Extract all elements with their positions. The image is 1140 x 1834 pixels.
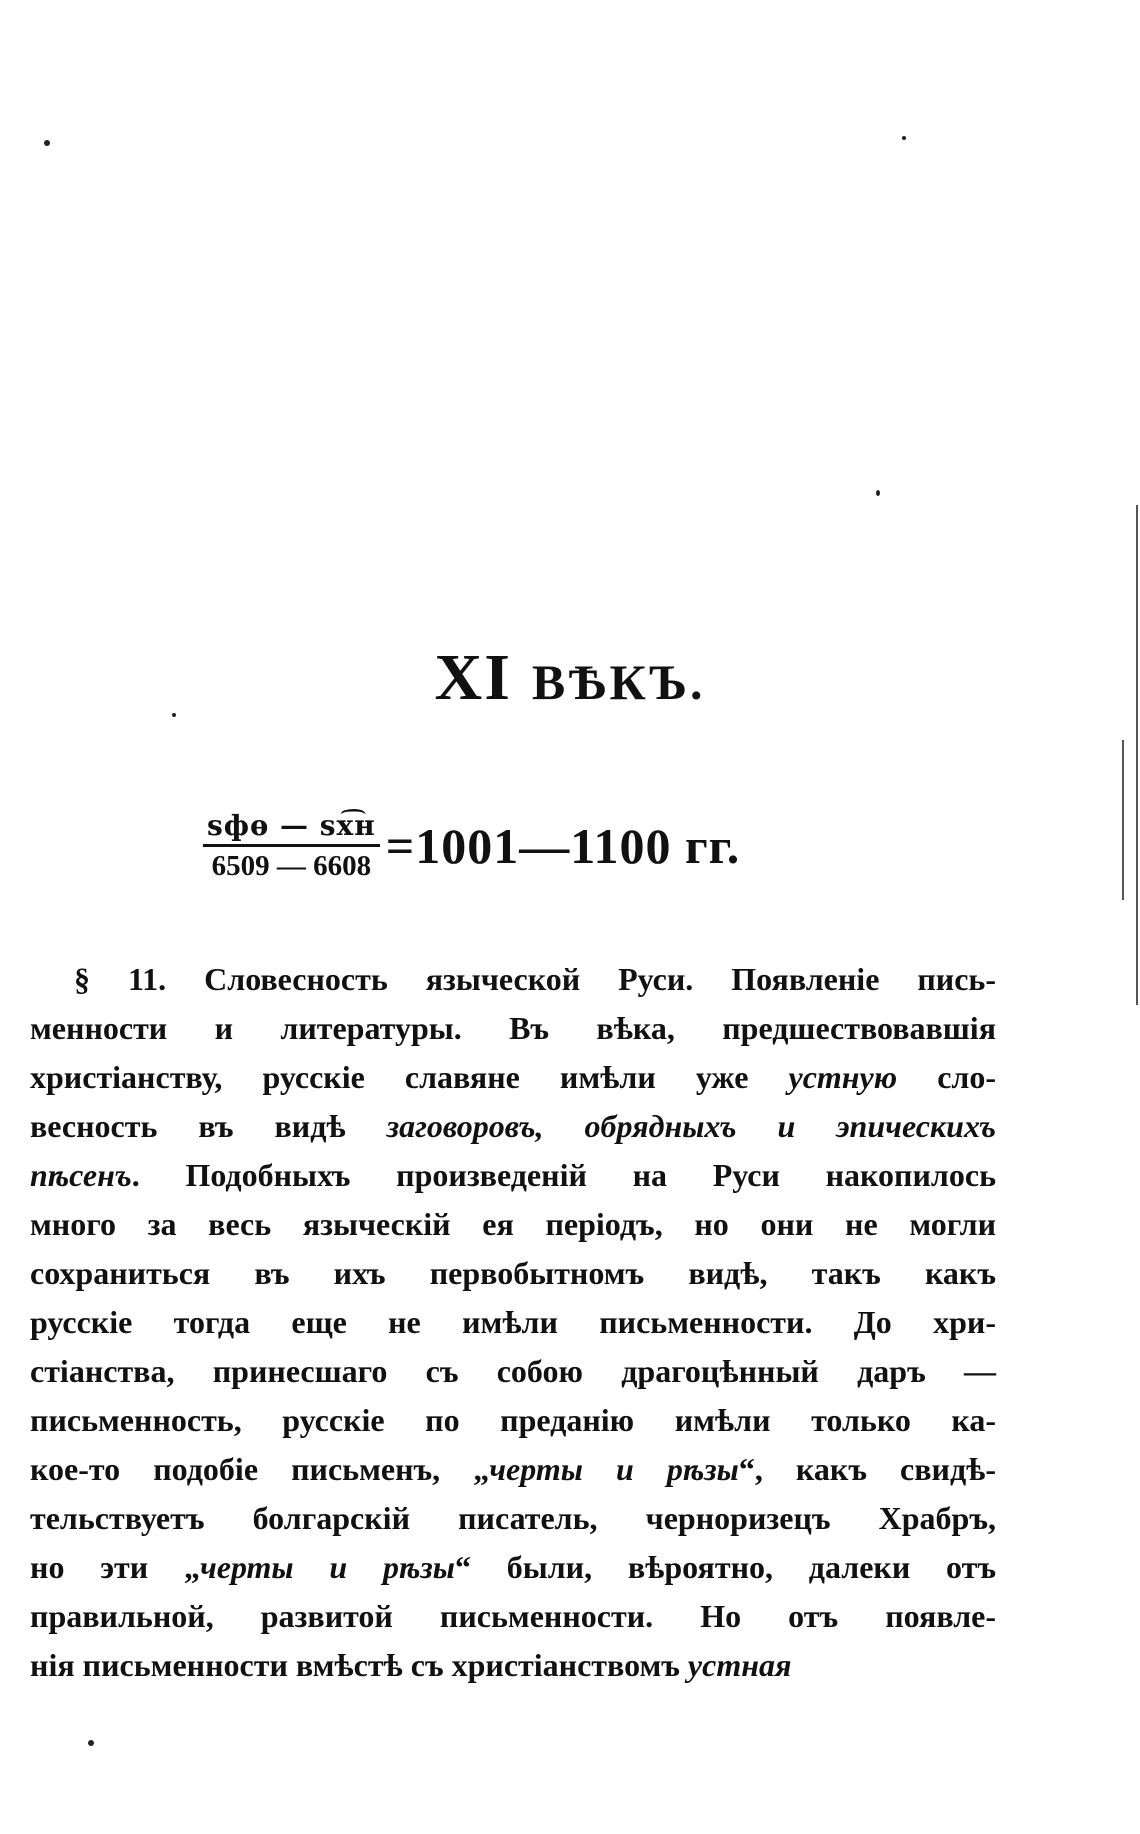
world-era-years: 6509 — 6608 xyxy=(211,850,372,882)
text-line xyxy=(30,955,996,1004)
text-line: правильной, развитой письменности. Но отъ появле- xyxy=(30,1598,996,1634)
italic-term: устная xyxy=(687,1647,792,1683)
scan-edge-line xyxy=(1122,740,1124,900)
italic-term: устную xyxy=(788,1059,898,1095)
section-heading: § 11. Словесность языческой Руси. Появленіе пись- xyxy=(74,961,996,997)
italic-term: заговоровъ, обрядныхъ и эпическихъ xyxy=(386,1108,997,1144)
text-line: но эти „черты и рѣзы“ были, вѣроятно, далеки отъ xyxy=(30,1549,997,1585)
text-line: стіанства, принесшаго съ собою драгоцѣнный даръ — xyxy=(30,1353,996,1389)
scan-speck xyxy=(876,490,880,496)
italic-term: черты и рѣзы xyxy=(199,1549,455,1585)
text-line: менности и литературы. Въ вѣка, предшествовавшія xyxy=(30,1010,996,1046)
text-line: христіанству, русскіе славяне имѣли уже устную сло- xyxy=(30,1059,997,1095)
text-line: много за весь языческій ея періодъ, но они не могли xyxy=(30,1206,996,1242)
scan-speck xyxy=(902,136,906,140)
scan-speck xyxy=(44,140,50,146)
text-line: тельствуетъ болгарскій писатель, черноризецъ Храбръ, xyxy=(30,1500,996,1536)
text-line: пѣсенъ. Подобныхъ произведеній на Руси накопилось xyxy=(30,1157,996,1193)
date-fraction xyxy=(203,809,380,883)
scan-speck xyxy=(172,713,176,717)
century-numeral: XI xyxy=(434,641,512,714)
text-line: нія письменности вмѣстѣ съ христіанствомъ устная xyxy=(30,1647,792,1683)
century-word: ВѢКЪ. xyxy=(531,654,706,710)
section-11-text xyxy=(30,955,996,1690)
scan-speck xyxy=(88,1740,94,1746)
text-line: кое-то подобіе письменъ, „черты и рѣзы“, какъ свидѣ- xyxy=(30,1451,997,1487)
text-line: сохраниться въ ихъ первобытномъ видѣ, такъ какъ xyxy=(30,1255,996,1291)
text-line: письменность, русскіе по преданію имѣли только ка- xyxy=(30,1402,996,1438)
slavonic-years: ѕфѳ — ѕх͡н xyxy=(203,809,380,847)
italic-term: пѣсенъ xyxy=(30,1157,132,1193)
date-range xyxy=(203,800,843,892)
scan-edge-line xyxy=(1136,505,1138,1005)
italic-term: черты и рѣзы xyxy=(489,1451,739,1487)
gregorian-years: =1001—1100 гг. xyxy=(385,818,741,874)
century-heading xyxy=(0,640,1140,716)
text-line: русскіе тогда еще не имѣли письменности. До хри- xyxy=(30,1304,996,1340)
text-line: весность въ видѣ заговоровъ, обрядныхъ и эпическихъ xyxy=(30,1108,997,1144)
